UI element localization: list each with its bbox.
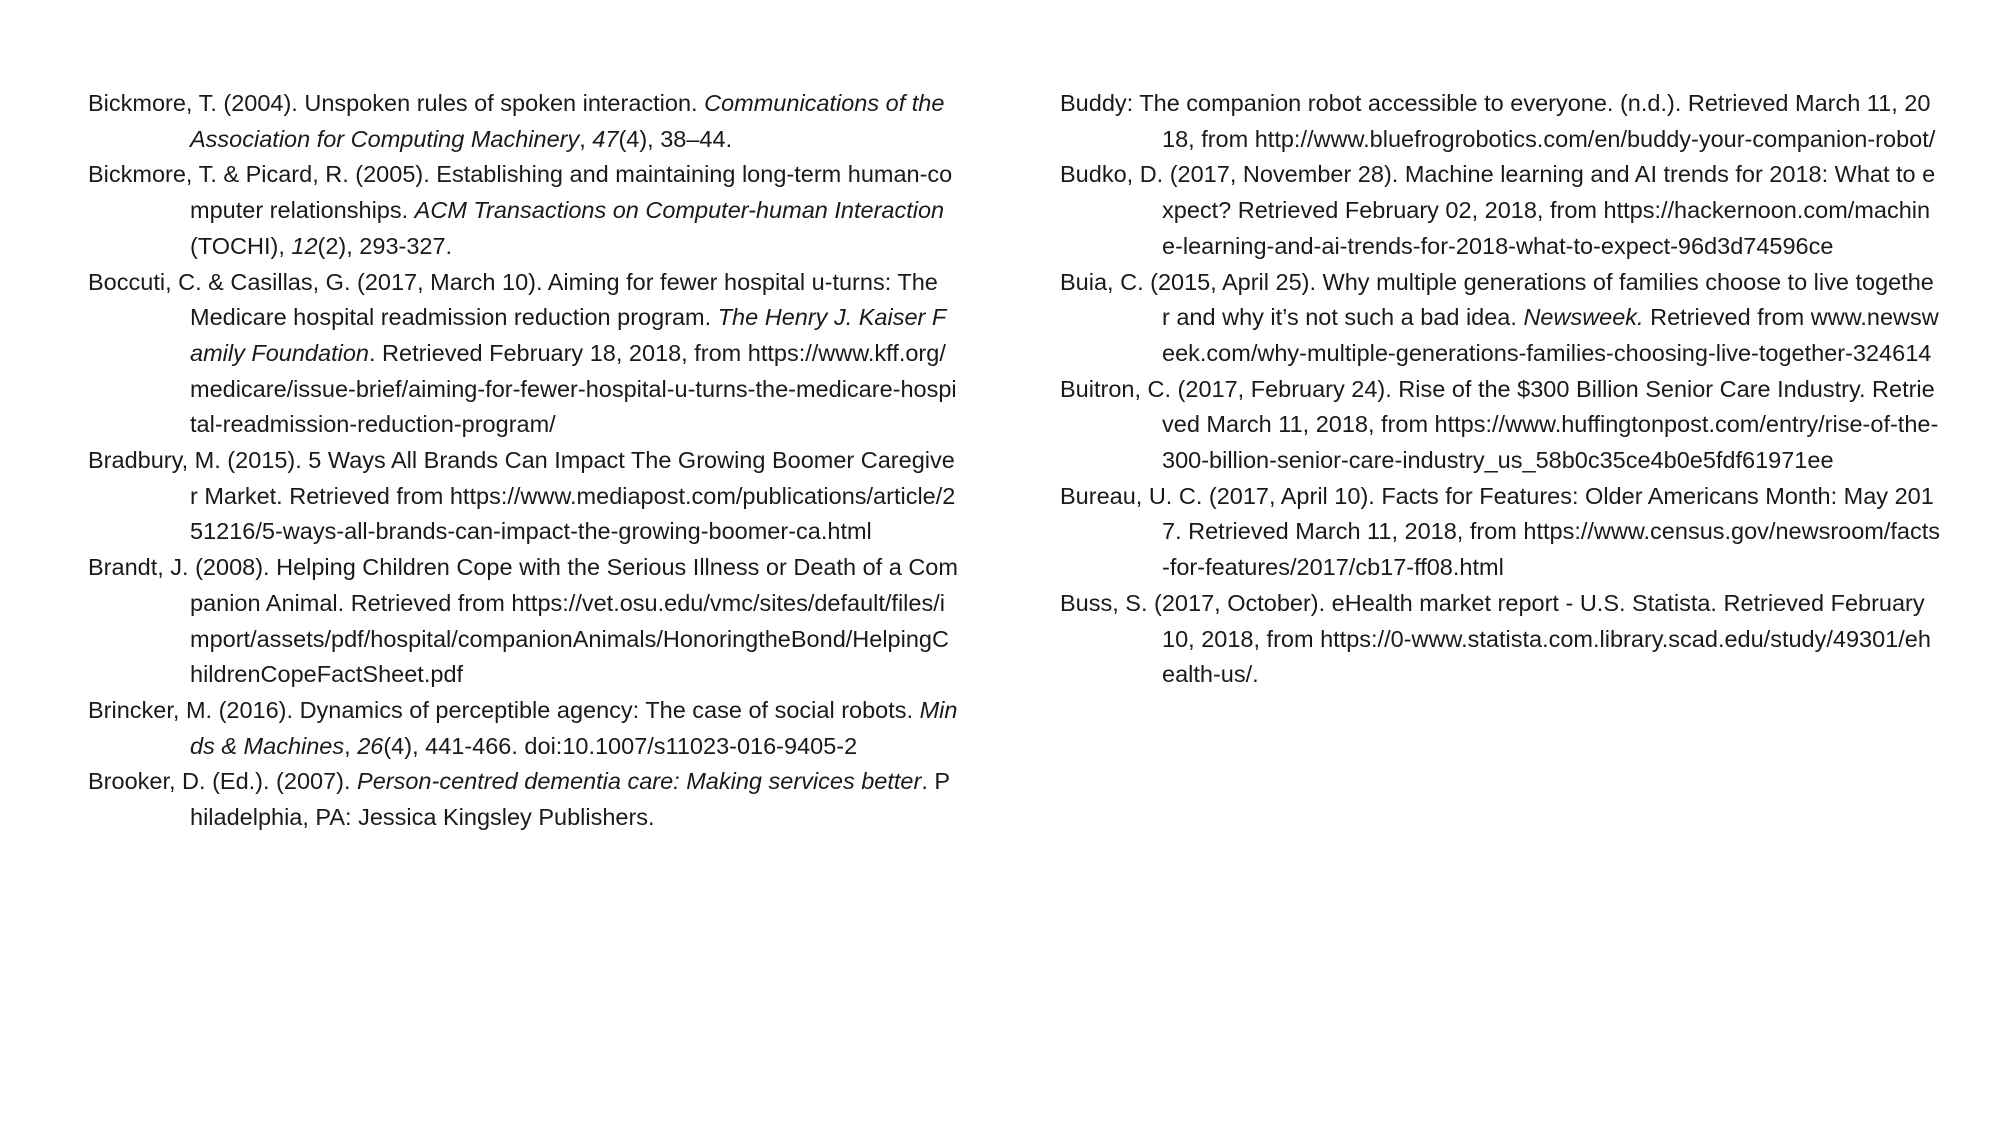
reference-text: . Retrieved February 18, 2018, from https://www.kff.org/medicare/issue-brief/aiming-for-fewer-hospital-u-turns-the-medicare-hospital-readmission-reduction-program/ xyxy=(190,339,957,438)
reference-text: Buia, C. (2015, April 25). Why multiple generations of families choose to live together and why it’s not such a bad idea. xyxy=(1060,268,1934,331)
reference-text: Retrieved from www.newsweek.com/why-multiple-generations-families-choosing-live-together-324614 xyxy=(1162,304,1939,366)
reference-entry xyxy=(1060,86,1940,157)
reference-entry xyxy=(88,443,958,550)
reference-text: (4), 38–44. xyxy=(618,125,733,152)
reference-text: Bickmore, T. & Picard, R. (2005). Establishing and maintaining long-term human-computer relationships. xyxy=(88,161,953,224)
reference-italic-text: The Henry J. Kaiser Family Foundation xyxy=(190,304,947,366)
reference-text: (4), 441-466. doi:10.1007/s11023-016-9405-2 xyxy=(383,732,858,759)
reference-entry xyxy=(88,693,958,764)
reference-text: Brandt, J. (2008). Helping Children Cope with the Serious Illness or Death of a Companion Animal. Retrieved from https://vet.osu.edu/vmc/sites/default/files/import/assets/pdf/hospital/companionAnimals/HonoringtheBond/HelpingChildrenCopeFactSheet.pdf xyxy=(88,554,958,688)
reference-text: (2), 293-327. xyxy=(317,232,453,259)
references-left-column xyxy=(88,86,958,836)
reference-italic-text: 12 xyxy=(291,232,318,259)
reference-text: Buitron, C. (2017, February 24). Rise of the $300 Billion Senior Care Industry. Retrieved March 11, 2018, from https://www.huffingtonpost.com/entry/rise-of-the-300-billion-senior-care-industry_us_58b0c35ce4b0e5fdf61971ee xyxy=(1060,375,1939,474)
reference-text: Brooker, D. (Ed.). (2007). xyxy=(88,768,358,795)
reference-entry xyxy=(1060,157,1940,264)
reference-text: , xyxy=(579,125,593,152)
reference-entry xyxy=(88,550,958,693)
reference-entry xyxy=(1060,265,1940,372)
reference-entry xyxy=(1060,479,1940,586)
reference-italic-text: ACM Transactions on Computer-human Interaction xyxy=(414,197,945,224)
reference-text: (TOCHI), xyxy=(190,232,292,259)
reference-text: . Philadelphia, PA: Jessica Kingsley Publishers. xyxy=(190,768,951,831)
reference-text: , xyxy=(344,732,358,759)
reference-entry xyxy=(1060,586,1940,693)
reference-text: Bickmore, T. (2004). Unspoken rules of spoken interaction. xyxy=(88,90,705,116)
reference-entry xyxy=(88,764,958,835)
reference-text: Buddy: The companion robot accessible to everyone. (n.d.). Retrieved March 11, 2018, from http://www.bluefrogrobotics.com/en/buddy-your-companion-robot/ xyxy=(1060,90,1936,152)
reference-entry xyxy=(88,86,958,157)
reference-text: Boccuti, C. & Casillas, G. (2017, March 10). Aiming for fewer hospital u-turns: The Medicare hospital readmission reduction program. xyxy=(88,268,938,331)
reference-italic-text: 47 xyxy=(592,125,619,152)
reference-entry xyxy=(88,157,958,264)
reference-italic-text: Newsweek. xyxy=(1523,304,1644,331)
reference-text: Brincker, M. (2016). Dynamics of perceptible agency: The case of social robots. xyxy=(88,696,920,723)
reference-italic-text: 26 xyxy=(357,732,384,759)
reference-italic-text: Minds & Machines xyxy=(190,696,958,759)
reference-entry xyxy=(1060,372,1940,479)
references-right-column xyxy=(1060,86,1940,693)
reference-text: Bureau, U. C. (2017, April 10). Facts for Features: Older Americans Month: May 2017. Retrieved March 11, 2018, from https://www.census.gov/newsroom/facts-for-features/2017/cb17-ff08.html xyxy=(1060,482,1941,581)
reference-text: Bradbury, M. (2015). 5 Ways All Brands Can Impact The Growing Boomer Caregiver Market. Retrieved from https://www.mediapost.com/publications/article/251216/5-ways-all-brands-can-impact-the-growing-boomer-ca.html xyxy=(88,447,956,545)
reference-text: Buss, S. (2017, October). eHealth market report - U.S. Statista. Retrieved February 10, 2018, from https://0-www.statista.com.library.scad.edu/study/49301/ehealth-us/. xyxy=(1060,589,1931,688)
reference-italic-text: Communications of the Association for Computing Machinery xyxy=(190,90,945,152)
reference-entry xyxy=(88,265,958,444)
reference-italic-text: Person-centred dementia care: Making services better xyxy=(357,768,922,795)
reference-text: Budko, D. (2017, November 28). Machine learning and AI trends for 2018: What to expect? Retrieved February 02, 2018, from https://hackernoon.com/machine-learning-and-ai-trends-for-2018-what-to-expect-96d3d74596ce xyxy=(1060,161,1936,259)
